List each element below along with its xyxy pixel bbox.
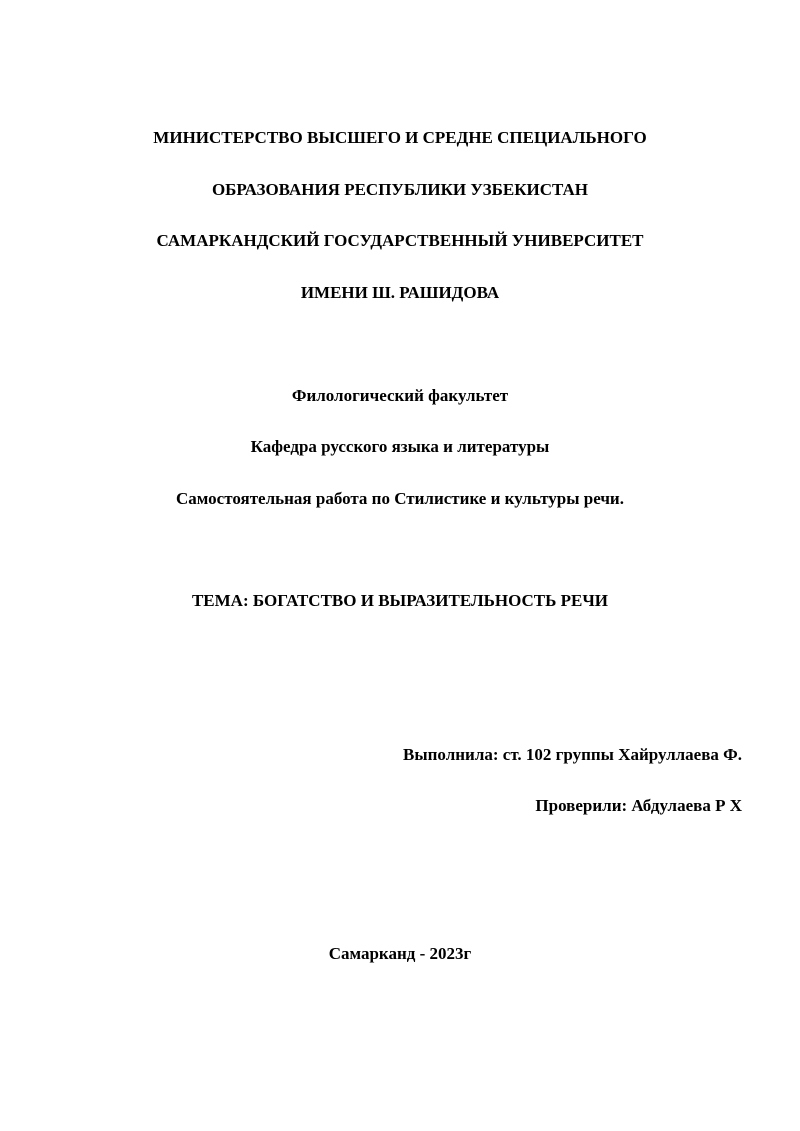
- author-info: Выполнила: ст. 102 группы Хайруллаева Ф.: [403, 745, 742, 764]
- work-type: Самостоятельная работа по Стилистике и культуры речи.: [176, 489, 624, 508]
- university-line-1: САМАРКАНДСКИЙ ГОСУДАРСТВЕННЫЙ УНИВЕРСИТЕТ: [156, 231, 644, 250]
- city-year: Самарканд - 2023г: [328, 944, 472, 963]
- ministry-line-2: ОБРАЗОВАНИЯ РЕСПУБЛИКИ УЗБЕКИСТАН: [211, 180, 589, 199]
- topic-title: ТЕМА: БОГАТСТВО И ВЫРАЗИТЕЛЬНОСТЬ РЕЧИ: [191, 591, 609, 610]
- faculty-name: Филологический факультет: [291, 386, 509, 405]
- reviewer-info: Проверили: Абдулаева Р Х: [535, 796, 742, 815]
- university-line-2: ИМЕНИ Ш. РАШИДОВА: [300, 283, 500, 302]
- ministry-line-1: МИНИСТЕРСТВО ВЫСШЕГО И СРЕДНЕ СПЕЦИАЛЬНОГО: [153, 128, 647, 147]
- department-name: Кафедра русского языка и литературы: [250, 437, 550, 456]
